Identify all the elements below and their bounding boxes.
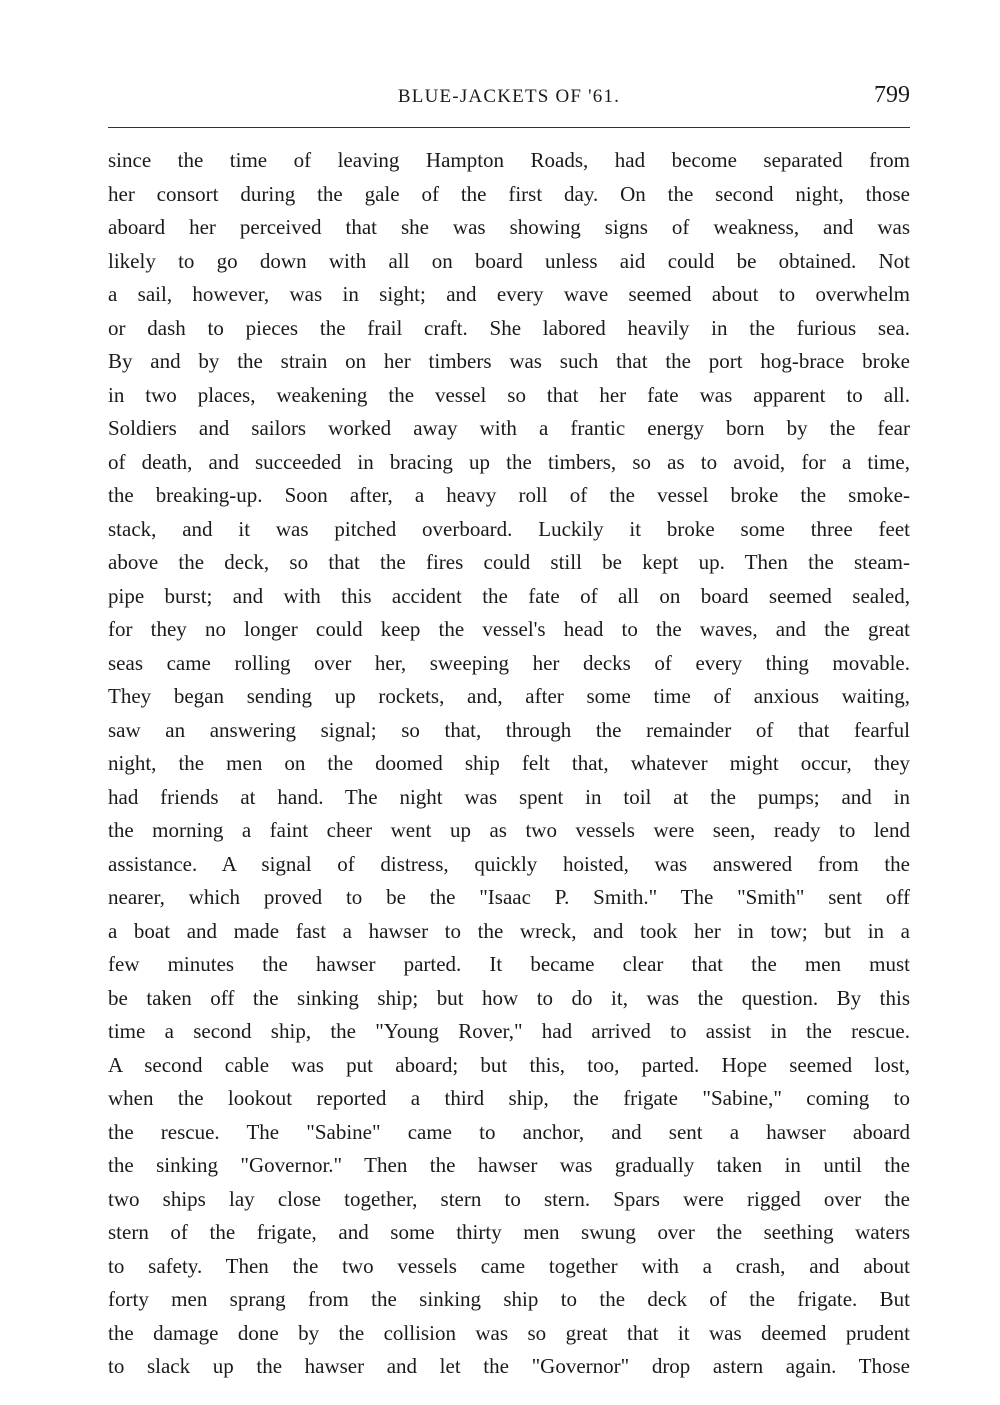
text-line: when the lookout reported a third ship, the frigate "Sabine," coming to <box>108 1086 910 1110</box>
running-head: BLUE-JACKETS OF '61. <box>397 86 621 107</box>
text-line: the breaking-up. Soon after, a heavy roll of the vessel broke the smoke- <box>108 483 910 507</box>
text-line: Soldiers and sailors worked away with a frantic energy born by the fear <box>108 416 910 440</box>
text-line: above the deck, so that the fires could still be kept up. Then the steam- <box>108 550 910 574</box>
page-header <box>108 80 910 120</box>
text-line: in two places, weakening the vessel so that her fate was apparent to all. <box>108 382 910 407</box>
text-line: stern of the frigate, and some thirty men swung over the seething waters <box>108 1220 910 1244</box>
text-line: night, the men on the doomed ship felt that, whatever might occur, they <box>108 751 910 775</box>
text-line: the rescue. The "Sabine" came to anchor, and sent a hawser aboard <box>108 1119 910 1144</box>
header-rule <box>108 127 910 128</box>
page-number: 799 <box>874 82 910 108</box>
text-line: assistance. A signal of distress, quickly hoisted, was answered from the <box>108 851 910 876</box>
text-line: few minutes the hawser parted. It became clear that the men must <box>108 952 910 976</box>
text-line: A second cable was put aboard; but this, too, parted. Hope seemed lost, <box>108 1052 910 1077</box>
text-line: aboard her perceived that she was showing signs of weakness, and was <box>108 215 910 239</box>
body-text <box>108 144 910 1384</box>
text-line: the morning a faint cheer went up as two vessels were seen, ready to lend <box>108 818 910 842</box>
text-line: a boat and made fast a hawser to the wreck, and took her in tow; but in a <box>108 918 910 943</box>
text-line: of death, and succeeded in bracing up the timbers, so as to avoid, for a time, <box>108 449 910 474</box>
text-line: nearer, which proved to be the "Isaac P. Smith." The "Smith" sent off <box>108 885 910 909</box>
text-line: to safety. Then the two vessels came together with a crash, and about <box>108 1253 910 1278</box>
text-line: forty men sprang from the sinking ship to the deck of the frigate. But <box>108 1287 910 1311</box>
text-line: likely to go down with all on board unless aid could be obtained. Not <box>108 248 910 273</box>
text-line: to slack up the hawser and let the "Governor" drop astern again. Those <box>108 1354 910 1378</box>
text-line: By and by the strain on her timbers was such that the port hog-brace broke <box>108 349 910 373</box>
text-line: for they no longer could keep the vessel's head to the waves, and the great <box>108 617 910 641</box>
text-line: two ships lay close together, stern to stern. Spars were rigged over the <box>108 1186 910 1211</box>
text-line: or dash to pieces the frail craft. She labored heavily in the furious sea. <box>108 315 910 340</box>
text-line: pipe burst; and with this accident the fate of all on board seemed sealed, <box>108 583 910 608</box>
text-line: since the time of leaving Hampton Roads, had become separated from <box>108 148 910 172</box>
text-line: the damage done by the collision was so great that it was deemed prudent <box>108 1320 910 1345</box>
text-line: the sinking "Governor." Then the hawser was gradually taken in until the <box>108 1153 910 1177</box>
text-line: stack, and it was pitched overboard. Luckily it broke some three feet <box>108 516 910 541</box>
text-line: had friends at hand. The night was spent in toil at the pumps; and in <box>108 784 910 809</box>
text-line: saw an answering signal; so that, through the remainder of that fearful <box>108 717 910 742</box>
text-line: her consort during the gale of the first day. On the second night, those <box>108 181 910 206</box>
text-line: a sail, however, was in sight; and every wave seemed about to overwhelm <box>108 282 910 306</box>
text-line: be taken off the sinking ship; but how to do it, was the question. By this <box>108 985 910 1010</box>
text-line: time a second ship, the "Young Rover," had arrived to assist in the rescue. <box>108 1019 910 1043</box>
text-line: They began sending up rockets, and, after some time of anxious waiting, <box>108 684 910 708</box>
text-line: seas came rolling over her, sweeping her decks of every thing movable. <box>108 650 910 675</box>
